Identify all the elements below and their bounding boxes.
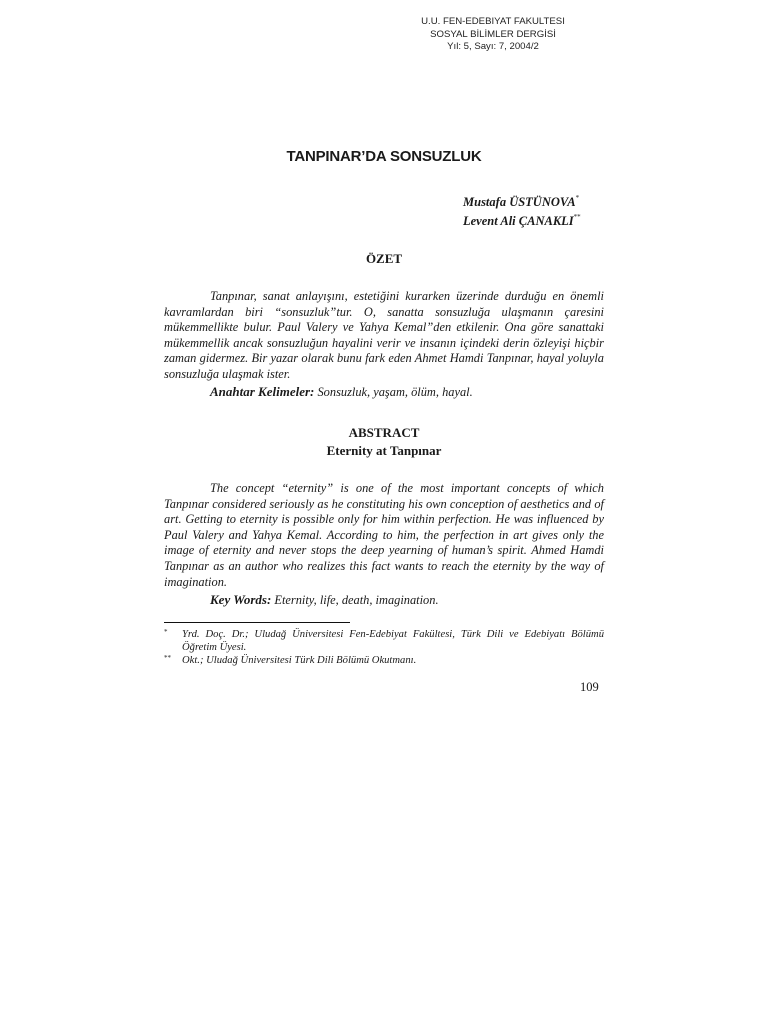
journal-name: SOSYAL BİLİMLER DERGİSİ [430, 28, 556, 40]
page-number: 109 [580, 680, 599, 694]
ozet-heading: ÖZET [365, 251, 403, 266]
journal-header [400, 16, 586, 54]
footnote-mark: ** [164, 654, 171, 662]
abstract-heading: ABSTRACT [348, 425, 420, 440]
article-title: TANPINAR’DA SONSUZLUK [286, 148, 482, 165]
author-footnote-mark: ** [573, 213, 581, 221]
abstract-subheading: Eternity at Tanpınar [326, 443, 442, 458]
keywords-value: Eternity, life, death, imagination. [274, 593, 439, 607]
author-name: Mustafa ÜSTÜNOVA [463, 195, 576, 209]
journal-faculty: U.U. FEN-EDEBIYAT FAKULTESI [421, 16, 565, 27]
footnotes [164, 628, 604, 667]
author-name: Levent Ali ÇANAKLI [463, 214, 574, 228]
footnote-text: Okt.; Uludağ Üniversitesi Türk Dili Bölümü Okutmanı. [182, 655, 417, 666]
footnote-text: Yrd. Doç. Dr.; Uludağ Üniversitesi Fen-Edebiyat Fakültesi, Türk Dili ve Edebiyatı Bölümü Öğretim Üyesi. [182, 629, 604, 653]
author-item [463, 193, 581, 212]
abstract-paragraph: The concept “eternity” is one of the most important concepts of which Tanpınar considered seriously as he constituting his own conception of aesthetics and of art. Getting to eternity is possible only for him within perfection. He was influenced by Paul Valery and Yahya Kemal. According to him, the perfection in art gives only the image of eternity and never stops the deep yearning of human’s spirit. Ahmed Hamdi Tanpınar as an author who realizes this fact wants to reach the eternity by the way of imagination. [164, 481, 604, 589]
author-list [463, 193, 581, 231]
english-keywords [210, 592, 439, 608]
turkish-keywords [210, 384, 473, 400]
author-footnote-mark: * [575, 194, 580, 202]
keywords-label: Anahtar Kelimeler: [210, 384, 315, 399]
footnote-item [164, 654, 604, 667]
abstract-heading-block [0, 424, 768, 460]
journal-issue: Yıl: 5, Sayı: 7, 2004/2 [447, 41, 539, 52]
footnote-divider [164, 622, 350, 623]
keywords-value: Sonsuzluk, yaşam, ölüm, hayal. [317, 385, 473, 399]
footnote-mark: * [164, 628, 168, 636]
keywords-label: Key Words: [210, 592, 272, 607]
footnote-item [164, 628, 604, 654]
author-item [463, 212, 581, 231]
ozet-paragraph: Tanpınar, sanat anlayışını, estetiğini kurarken üzerinde durduğu en önemli kavramlardan biri “sonsuzluk”tur. O, sanatta sonsuzluğa ulaşmanın çaresini mükemmellikte bulur. Paul Valery ve Yahya Kemal”den etkilenir. Ona göre sanattaki mükemmellik ancak sonsuzluğun hayalini verir ve insanın içindeki derin özleyişi hiçbir zaman gidermez. Bir yazar olarak bunu fark eden Ahmet Hamdi Tanpınar, hayal yoluyla sonsuzluğa ulaşmak ister. [164, 289, 604, 381]
